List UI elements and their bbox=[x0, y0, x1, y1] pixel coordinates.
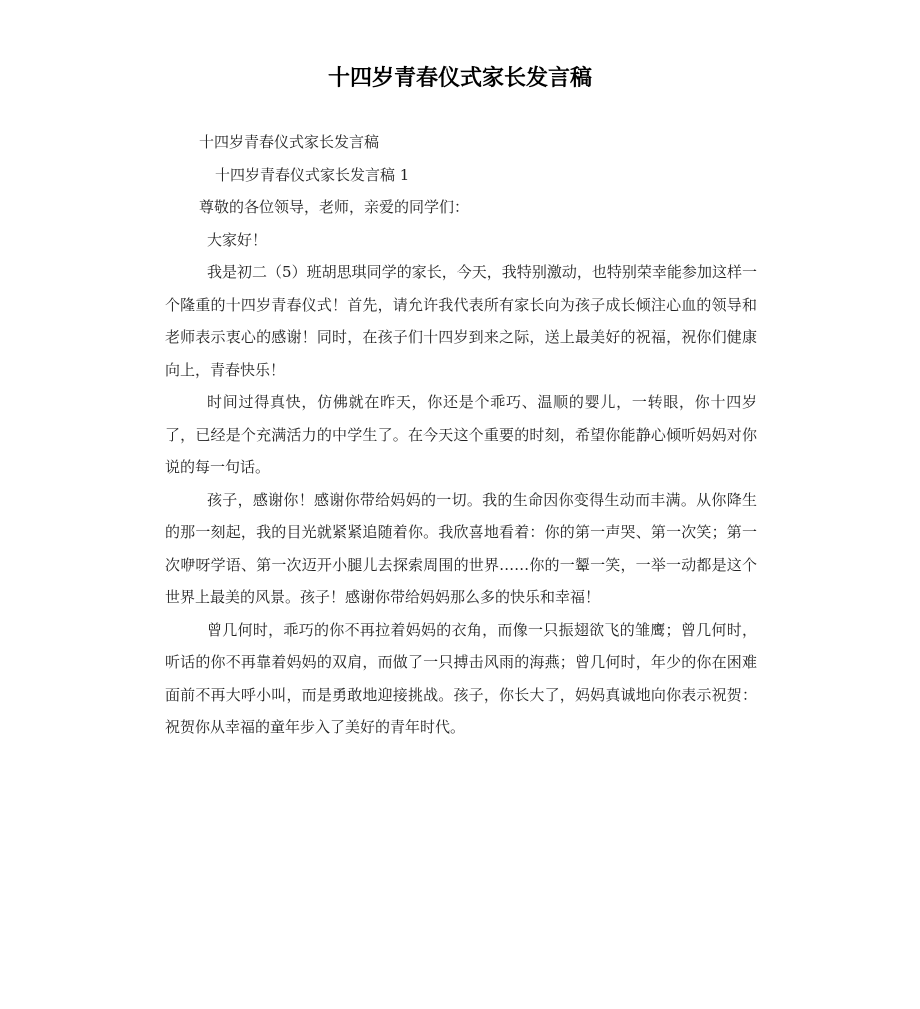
salutation: 尊敬的各位领导，老师，亲爱的同学们： bbox=[199, 198, 470, 216]
paragraph: 曾几何时，乖巧的你不再拉着妈妈的衣角，而像一只振翅欲飞的雏鹰；曾几何时，听话的你不再靠着妈妈的双肩，而做了一只搏击风雨的海燕；曾几何时，年少的你在困难面前不再大呼小叫，而是勇敢地迎接挑战。孩子，你长大了，妈妈真诚地向你表示祝贺：祝贺你从幸福的童年步入了美好的青年时代。 bbox=[165, 620, 757, 736]
document-body bbox=[165, 126, 757, 744]
subtitle-numbered: 十四岁青春仪式家长发言稿 1 bbox=[215, 165, 410, 184]
greeting: 大家好！ bbox=[207, 230, 268, 249]
paragraph: 孩子，感谢你！感谢你带给妈妈的一切。我的生命因你变得生动而丰满。从你降生的那一刻起，我的目光就紧紧追随着你。我欣喜地看着：你的第一声哭、第一次笑；第一次咿呀学语、第一次迈开小腿儿去探索周围的世界……你的一颦一笑，一举一动都是这个世界上最美的风景。孩子！感谢你带给妈妈那么多的快乐和幸福！ bbox=[165, 490, 757, 606]
paragraph: 我是初二（5）班胡思琪同学的家长，今天，我特别激动，也特别荣幸能参加这样一个隆重的十四岁青春仪式！首先，请允许我代表所有家长向为孩子成长倾注心血的领导和老师表示衷心的感谢！同时，在孩子们十四岁到来之际，送上最美好的祝福，祝你们健康向上，青春快乐！ bbox=[165, 263, 757, 379]
paragraph: 时间过得真快，仿佛就在昨天，你还是个乖巧、温顺的婴儿，一转眼，你十四岁了，已经是个充满活力的中学生了。在今天这个重要的时刻，希望你能静心倾听妈妈对你说的每一句话。 bbox=[165, 393, 757, 476]
document-title: 十四岁青春仪式家长发言稿 bbox=[327, 66, 592, 91]
subtitle: 十四岁青春仪式家长发言稿 bbox=[199, 133, 380, 151]
